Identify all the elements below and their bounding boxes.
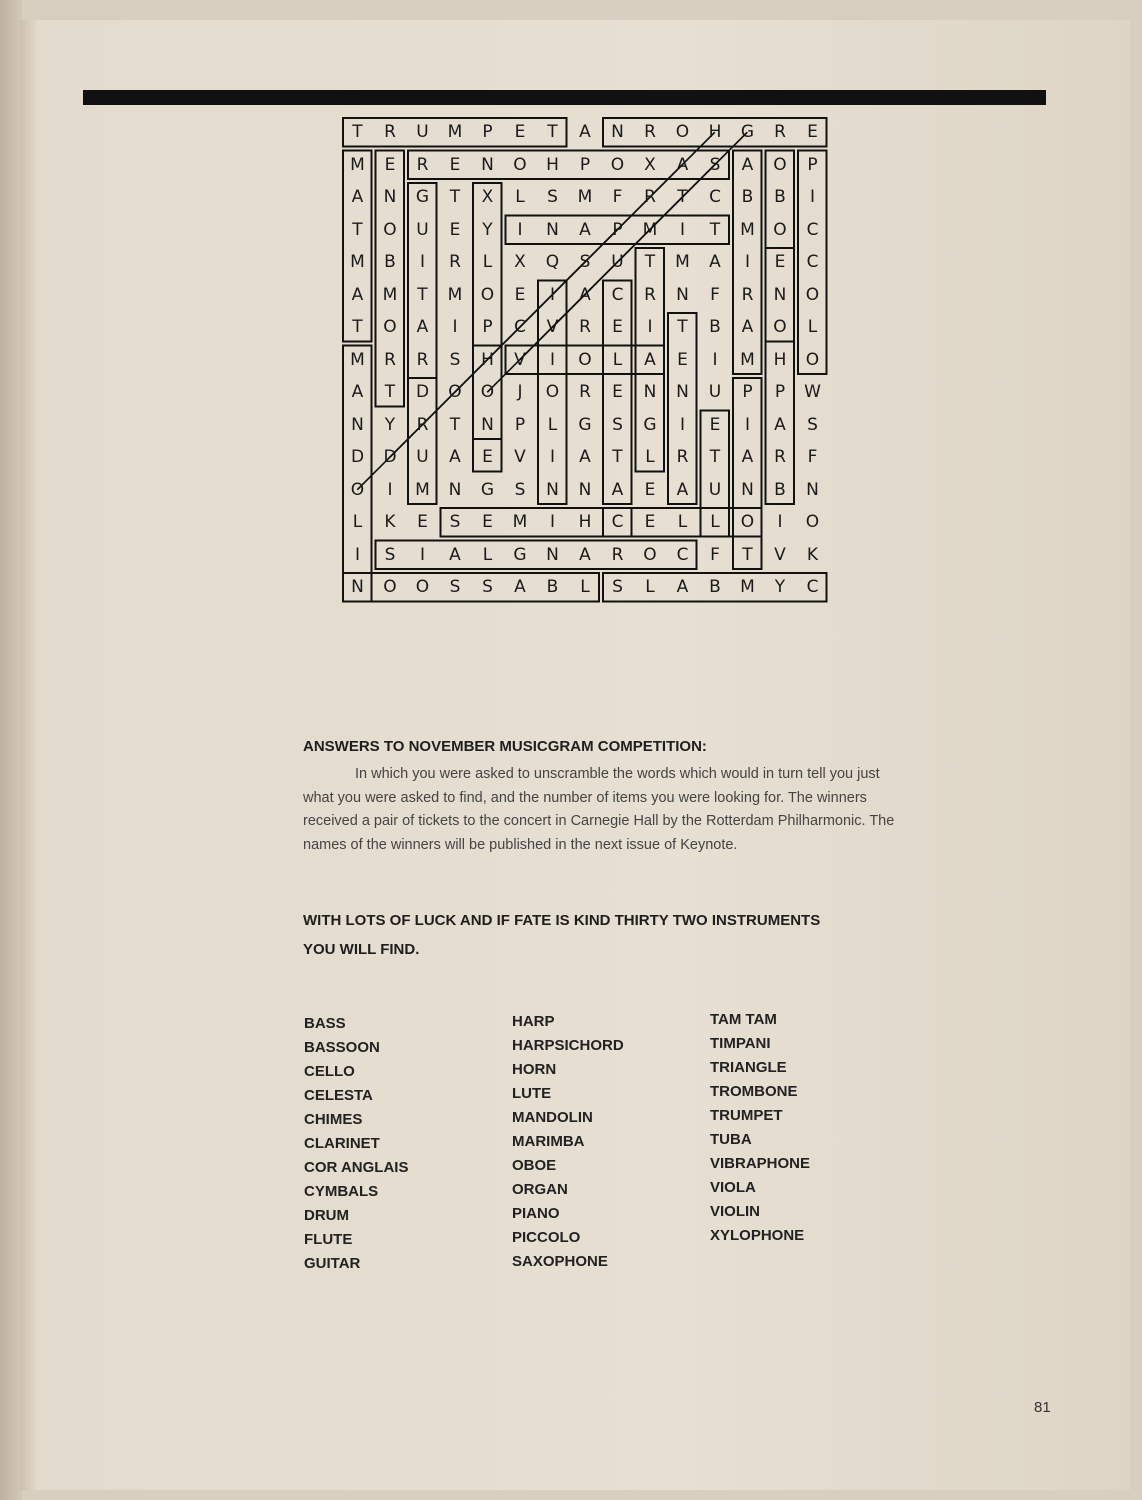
- grid-letter: E: [384, 154, 396, 175]
- instrument-name: MANDOLIN: [512, 1109, 593, 1126]
- grid-letter: U: [611, 252, 624, 272]
- grid-letter: A: [741, 447, 754, 467]
- grid-letter: I: [744, 252, 750, 272]
- instrument-name: CLARINET: [304, 1135, 380, 1152]
- grid-letter: R: [579, 382, 591, 402]
- grid-letter: S: [612, 577, 623, 597]
- instrument-name: VIOLIN: [710, 1203, 761, 1220]
- grid-letter: M: [350, 349, 365, 370]
- grid-letter: I: [809, 187, 815, 207]
- grid-letter: A: [579, 219, 591, 240]
- grid-letter: B: [546, 577, 559, 597]
- grid-letter: C: [676, 544, 689, 565]
- grid-letter: N: [611, 122, 624, 142]
- grid-letter: S: [482, 577, 493, 597]
- grid-letter: M: [675, 252, 690, 272]
- grid-letter: E: [709, 414, 721, 435]
- grid-letter: O: [805, 512, 820, 532]
- grid-letter: A: [644, 349, 656, 370]
- grid-letter: R: [676, 447, 689, 467]
- grid-letter: H: [578, 512, 592, 532]
- answers-section: [303, 738, 913, 857]
- grid-letter: L: [710, 512, 720, 532]
- grid-letter: C: [709, 187, 721, 207]
- grid-letter: N: [383, 187, 397, 207]
- grid-letter: O: [513, 154, 527, 175]
- grid-letter: L: [645, 577, 655, 597]
- grid-letter: S: [709, 154, 721, 175]
- page-number: 81: [1034, 1399, 1051, 1416]
- grid-letter: C: [806, 252, 819, 272]
- grid-letter: X: [481, 187, 494, 207]
- grid-letter: S: [449, 577, 461, 597]
- grid-letter: O: [740, 512, 755, 532]
- grid-letter: T: [644, 252, 656, 272]
- grid-letter: R: [579, 317, 591, 337]
- grid-letter: V: [546, 317, 559, 337]
- instrument-name: PICCOLO: [512, 1229, 581, 1246]
- grid-letter: M: [740, 577, 755, 597]
- grid-letter: C: [806, 219, 819, 240]
- instrument-name: COR ANGLAIS: [304, 1159, 409, 1176]
- grid-letter: O: [643, 544, 657, 565]
- instrument-name: DRUM: [304, 1207, 349, 1224]
- grid-letter: E: [612, 382, 623, 402]
- grid-letter: E: [514, 122, 526, 142]
- grid-letter: B: [384, 252, 396, 272]
- grid-letter: E: [644, 479, 656, 500]
- grid-letter: R: [774, 447, 786, 467]
- grid-letter: C: [806, 577, 819, 597]
- grid-letter: R: [416, 349, 429, 370]
- grid-letter: M: [382, 284, 398, 305]
- grid-letter: C: [611, 512, 624, 532]
- grid-letter: O: [805, 284, 820, 305]
- instrument-name: HARP: [512, 1013, 555, 1030]
- grid-letter: O: [773, 219, 787, 240]
- grid-letter: Q: [545, 252, 560, 272]
- grid-letter: L: [482, 252, 493, 272]
- grid-letter: I: [679, 219, 685, 240]
- grid-letter: O: [448, 382, 462, 402]
- grid-letter: A: [416, 317, 429, 337]
- grid-letter: V: [774, 544, 786, 565]
- grid-letter: M: [447, 284, 463, 305]
- grid-letter: I: [549, 284, 555, 305]
- grid-letter: R: [644, 122, 656, 142]
- grid-letter: X: [514, 252, 526, 272]
- grid-letter: T: [677, 317, 688, 337]
- grid-letter: A: [579, 544, 591, 565]
- instrument-name: TIMPANI: [710, 1035, 771, 1052]
- grid-letter: O: [545, 382, 560, 402]
- puzzle-clue: WITH LOTS OF LUCK AND IF FATE IS KIND THIRTY TWO INSTRUMENTS YOU WILL FIND.: [303, 912, 821, 958]
- grid-letter: V: [514, 349, 526, 370]
- grid-letter: M: [415, 479, 430, 500]
- grid-letter: R: [416, 154, 429, 175]
- grid-letter: D: [383, 447, 397, 467]
- grid-letter: P: [774, 382, 786, 402]
- grid-letter: A: [351, 382, 364, 402]
- grid-letter: T: [709, 447, 721, 467]
- grid-letter: F: [612, 187, 623, 207]
- grid-letter: I: [744, 414, 750, 435]
- grid-letter: Y: [774, 577, 786, 597]
- instrument-name: TROMBONE: [710, 1083, 798, 1100]
- grid-letter: H: [481, 349, 494, 370]
- grid-letter: E: [417, 512, 428, 532]
- grid-letter: L: [645, 447, 655, 467]
- grid-letter: R: [644, 187, 656, 207]
- grid-letter: L: [580, 577, 590, 597]
- grid-letter: I: [647, 317, 653, 337]
- grid-letter: I: [549, 447, 555, 467]
- grid-letter: A: [676, 479, 689, 500]
- grid-letter: O: [773, 154, 787, 175]
- grid-letter: N: [643, 382, 657, 402]
- grid-letter: T: [384, 382, 396, 402]
- magazine-spine: [0, 0, 22, 1500]
- grid-letter: T: [449, 187, 461, 207]
- grid-letter: N: [481, 414, 494, 435]
- grid-letter: N: [448, 479, 462, 500]
- grid-letter: N: [481, 154, 494, 175]
- instrument-name: HORN: [512, 1061, 557, 1078]
- instrument-name: GUITAR: [304, 1255, 361, 1272]
- top-rule: [83, 90, 1046, 105]
- grid-letter: H: [546, 154, 559, 175]
- instrument-list-column-3: [710, 1008, 930, 1248]
- grid-letter: A: [449, 447, 461, 467]
- grid-letter: M: [447, 122, 463, 142]
- grid-letter: S: [449, 349, 461, 370]
- grid-letter: Y: [482, 219, 493, 240]
- grid-letter: R: [611, 544, 624, 565]
- grid-letter: I: [679, 414, 685, 435]
- grid-letter: C: [611, 284, 624, 305]
- grid-letter: B: [741, 187, 754, 207]
- instrument-name: FLUTE: [304, 1231, 353, 1248]
- grid-letter: E: [612, 317, 623, 337]
- answers-heading: ANSWERS TO NOVEMBER MUSICGRAM COMPETITION:: [303, 738, 707, 755]
- instrument-name: HARPSICHORD: [512, 1037, 624, 1054]
- grid-letter: R: [774, 122, 786, 142]
- grid-letter: K: [806, 544, 819, 565]
- grid-letter: G: [578, 414, 592, 435]
- grid-letter: L: [547, 414, 558, 435]
- grid-letter: R: [741, 284, 754, 305]
- grid-letter: I: [387, 479, 393, 500]
- grid-letter: O: [480, 284, 495, 305]
- instrument-name: VIOLA: [710, 1179, 756, 1196]
- grid-letter: N: [676, 284, 689, 305]
- grid-letter: K: [384, 512, 396, 532]
- grid-letter: I: [419, 252, 425, 272]
- instrument-name: CHIMES: [304, 1111, 363, 1128]
- grid-letter: M: [350, 154, 365, 175]
- instrument-name: MARIMBA: [512, 1133, 585, 1150]
- grid-letter: O: [480, 382, 495, 402]
- grid-letter: P: [579, 154, 591, 175]
- grid-letter: E: [677, 349, 688, 370]
- grid-letter: M: [740, 219, 755, 240]
- grid-letter: V: [514, 447, 526, 467]
- grid-letter: N: [806, 479, 819, 500]
- grid-letter: H: [773, 349, 787, 370]
- grid-letter: O: [773, 317, 787, 337]
- grid-letter: O: [350, 479, 365, 500]
- grid-letter: N: [741, 479, 754, 500]
- grid-letter: I: [419, 544, 425, 565]
- instrument-name: BASS: [304, 1015, 346, 1032]
- grid-letter: L: [515, 187, 525, 207]
- grid-letter: A: [351, 284, 364, 305]
- grid-letter: A: [611, 479, 624, 500]
- grid-letter: R: [384, 122, 396, 142]
- instrument-name: LUTE: [512, 1085, 552, 1102]
- grid-letter: E: [514, 284, 526, 305]
- grid-letter: T: [677, 187, 688, 207]
- grid-letter: P: [482, 122, 493, 142]
- grid-letter: L: [807, 317, 818, 337]
- grid-letter: I: [517, 219, 523, 240]
- grid-letter: N: [546, 544, 559, 565]
- instrument-name: CYMBALS: [304, 1183, 379, 1200]
- grid-letter: T: [352, 219, 363, 240]
- instrument-name: VIBRAPHONE: [710, 1155, 811, 1172]
- grid-letter: O: [383, 577, 397, 597]
- instrument-name: SAXOPHONE: [512, 1253, 608, 1270]
- grid-letter: U: [708, 382, 722, 402]
- grid-letter: A: [579, 284, 591, 305]
- grid-letter: A: [676, 577, 689, 597]
- grid-letter: F: [807, 447, 818, 467]
- grid-letter: G: [415, 187, 430, 207]
- grid-letter: M: [577, 187, 593, 207]
- grid-letter: I: [549, 349, 555, 370]
- grid-letter: N: [351, 577, 364, 597]
- grid-letter: N: [546, 219, 559, 240]
- grid-letter: S: [612, 414, 623, 435]
- grid-letter: I: [549, 512, 555, 532]
- instrument-name: CELLO: [304, 1063, 355, 1080]
- grid-letter: A: [741, 154, 754, 175]
- instrument-name: ORGAN: [512, 1181, 568, 1198]
- grid-letter: G: [740, 122, 755, 142]
- grid-letter: O: [415, 577, 430, 597]
- instrument-name: XYLOPHONE: [710, 1227, 805, 1244]
- grid-letter: L: [612, 349, 623, 370]
- grid-letter: X: [644, 154, 656, 175]
- grid-letter: O: [383, 317, 397, 337]
- grid-letter: S: [579, 252, 591, 272]
- grid-letter: O: [675, 122, 690, 142]
- grid-letter: A: [449, 544, 461, 565]
- grid-letter: T: [449, 414, 461, 435]
- grid-letter: B: [774, 479, 786, 500]
- grid-letter: J: [517, 382, 523, 402]
- grid-letter: T: [417, 284, 428, 305]
- grid-letter: P: [612, 219, 623, 240]
- grid-letter: O: [610, 154, 625, 175]
- grid-letter: P: [742, 382, 753, 402]
- grid-letter: S: [807, 414, 818, 435]
- grid-letter: M: [512, 512, 528, 532]
- grid-letter: L: [677, 512, 688, 532]
- grid-letter: D: [415, 382, 430, 402]
- instrument-name: PIANO: [512, 1205, 560, 1222]
- grid-letter: I: [777, 512, 783, 532]
- instrument-name: TUBA: [710, 1131, 752, 1148]
- grid-letter: D: [350, 447, 365, 467]
- grid-letter: F: [710, 284, 720, 305]
- grid-letter: P: [514, 414, 526, 435]
- instrument-name: TRIANGLE: [710, 1059, 787, 1076]
- grid-letter: T: [612, 447, 623, 467]
- grid-letter: L: [482, 544, 493, 565]
- grid-letter: N: [676, 382, 689, 402]
- grid-letter: G: [643, 414, 657, 435]
- grid-letter: B: [709, 317, 721, 337]
- grid-letter: T: [709, 219, 721, 240]
- grid-letter: A: [579, 447, 591, 467]
- grid-letter: S: [547, 187, 558, 207]
- grid-letter: M: [740, 349, 755, 370]
- grid-letter: E: [449, 219, 461, 240]
- answers-body: In which you were asked to unscramble the words which would in turn tell you just what you were asked to find, and the number of items you were looking for. The winners received a pair of tickets to the concert in Carnegie Hall by the Rotterdam Philharmonic. The names of the winners will be published in the next issue of Keynote.: [303, 766, 895, 853]
- grid-letter: A: [741, 317, 754, 337]
- musicgram-puzzle: [337, 116, 837, 616]
- grid-letter: A: [709, 252, 721, 272]
- grid-letter: A: [579, 122, 591, 142]
- grid-letter: L: [352, 512, 363, 532]
- grid-letter: M: [642, 219, 658, 240]
- grid-letter: R: [449, 252, 461, 272]
- grid-letter: G: [513, 544, 527, 565]
- grid-letter: R: [644, 284, 656, 305]
- grid-letter: B: [774, 187, 786, 207]
- grid-letter: B: [709, 577, 721, 597]
- instrument-name: OBOE: [512, 1157, 557, 1174]
- grid-letter: O: [805, 349, 820, 370]
- grid-letter: T: [742, 544, 753, 565]
- instrument-name: TRUMPET: [710, 1107, 783, 1124]
- grid-letter: N: [351, 414, 364, 435]
- grid-letter: S: [449, 512, 461, 532]
- grid-letter: T: [352, 317, 363, 337]
- grid-letter: U: [416, 219, 429, 240]
- grid-letter: C: [514, 317, 526, 337]
- grid-letter: A: [676, 154, 689, 175]
- grid-letter: A: [774, 414, 786, 435]
- grid-letter: I: [354, 544, 360, 565]
- grid-letter: W: [804, 382, 821, 402]
- instrument-name: TAM TAM: [710, 1011, 777, 1028]
- grid-letter: T: [352, 122, 363, 142]
- grid-letter: G: [480, 479, 495, 500]
- grid-letter: E: [482, 512, 493, 532]
- grid-letter: S: [384, 544, 396, 565]
- grid-letter: R: [384, 349, 396, 370]
- grid-letter: U: [416, 447, 429, 467]
- instrument-list-column-2: [512, 1010, 732, 1274]
- grid-letter: H: [708, 122, 722, 142]
- grid-letter: A: [514, 577, 526, 597]
- grid-letter: P: [807, 154, 818, 175]
- grid-letter: M: [350, 252, 365, 272]
- grid-letter: S: [514, 479, 526, 500]
- grid-letter: A: [351, 187, 364, 207]
- grid-letter: P: [482, 317, 493, 337]
- grid-letter: E: [644, 512, 656, 532]
- grid-letter: U: [708, 479, 722, 500]
- grid-letter: Y: [384, 414, 396, 435]
- grid-letter: O: [383, 219, 397, 240]
- grid-letter: E: [774, 252, 786, 272]
- grid-letter: N: [578, 479, 592, 500]
- grid-letter: F: [710, 544, 720, 565]
- grid-letter: I: [712, 349, 718, 370]
- grid-letter: E: [449, 154, 461, 175]
- grid-letter: R: [416, 414, 429, 435]
- grid-letter: E: [807, 122, 818, 142]
- grid-letter: N: [773, 284, 787, 305]
- instrument-list-column-1: [304, 1012, 524, 1276]
- grid-letter: I: [452, 317, 458, 337]
- grid-letter: N: [546, 479, 559, 500]
- grid-letter: E: [482, 447, 493, 467]
- instrument-name: CELESTA: [304, 1087, 373, 1104]
- grid-letter: O: [578, 349, 592, 370]
- grid-letter: T: [547, 122, 558, 142]
- grid-letter: U: [416, 122, 429, 142]
- instrument-name: BASSOON: [304, 1039, 380, 1056]
